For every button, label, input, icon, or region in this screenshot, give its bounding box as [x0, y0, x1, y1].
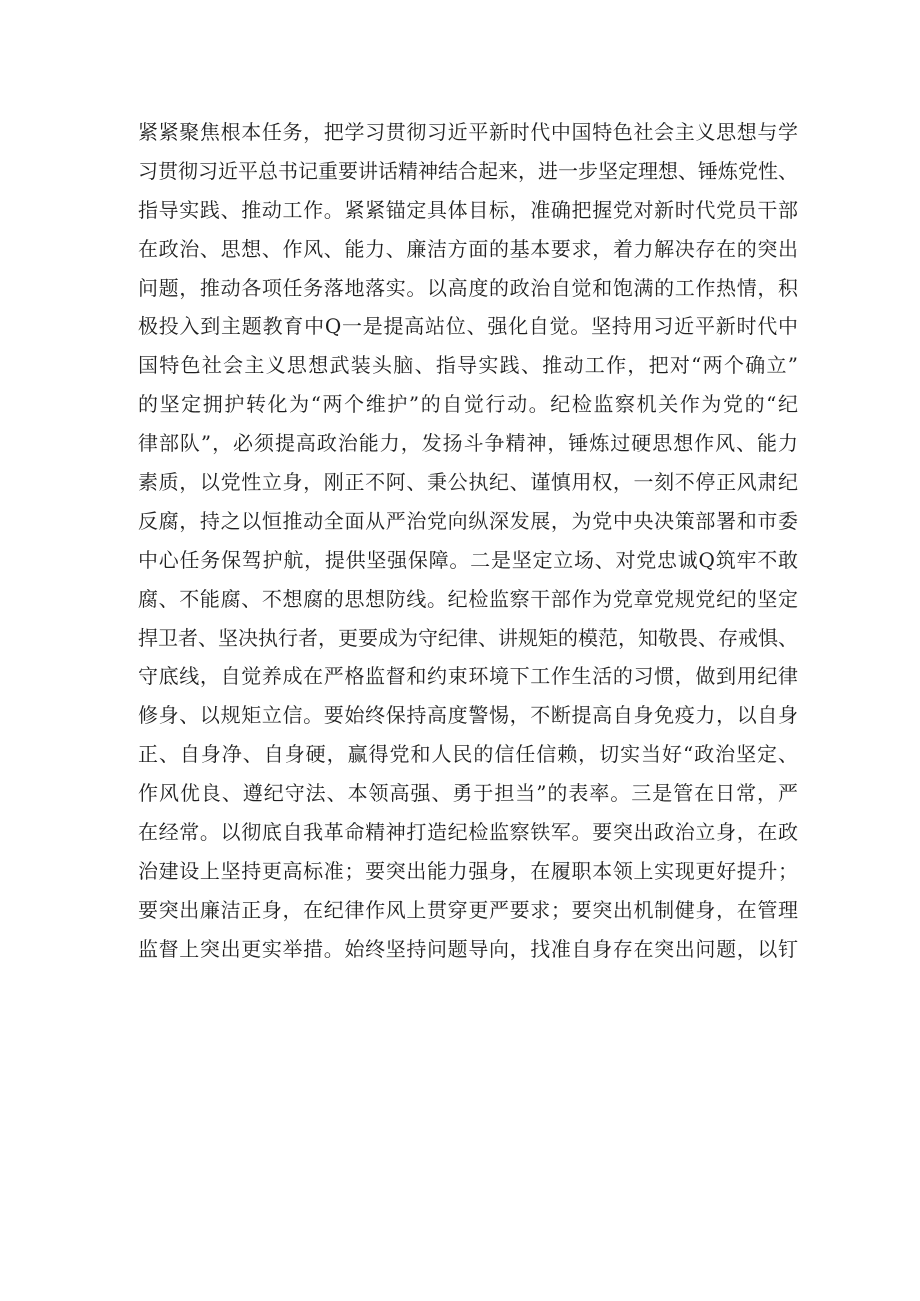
text-line: 习贯彻习近平总书记重要讲话精神结合起来，进一步坚定理想、锤炼党性、 — [138, 158, 798, 183]
text-line: 国特色社会主义思想武装头脑、指导实践、推动工作，把对“两个确立” — [138, 353, 798, 378]
text-line: 反腐，持之以恒推动全面从严治党向纵深发展，为党中央决策部署和市委 — [138, 508, 798, 533]
text-line: 紧紧聚焦根本任务，把学习贯彻习近平新时代中国特色社会主义思想与学 — [138, 120, 798, 144]
body-text — [138, 113, 798, 969]
text-line: 极投入到主题教育中Q一是提高站位、强化自觉。坚持用习近平新时代中 — [138, 314, 798, 339]
text-line: 腐、不能腐、不想腐的思想防线。纪检监察干部作为党章党规党纪的坚定 — [138, 586, 798, 611]
text-line: 的坚定拥护转化为“两个维护”的自觉行动。纪检监察机关作为党的“纪 — [138, 392, 798, 417]
text-line: 要突出廉洁正身，在纪律作风上贯穿更严要求；要突出机制健身，在管理 — [138, 897, 798, 922]
text-line: 中心任务保驾护航，提供坚强保障。二是坚定立场、对党忠诚Q筑牢不敢 — [138, 547, 798, 572]
text-line: 在经常。以彻底自我革命精神打造纪检监察铁军。要突出政治立身，在政 — [138, 820, 798, 845]
text-line: 监督上突出更实举措。始终坚持问题导向，找准自身存在突出问题，以钉 — [138, 936, 798, 961]
text-line: 捍卫者、坚决执行者，更要成为守纪律、讲规矩的模范，知敬畏、存戒惧、 — [138, 625, 798, 650]
text-line: 问题，推动各项任务落地落实。以高度的政治自觉和饱满的工作热情，积 — [138, 275, 798, 300]
text-line: 修身、以规矩立信。要始终保持高度警惕，不断提高自身免疫力，以自身 — [138, 703, 798, 728]
text-line: 素质，以党性立身，刚正不阿、秉公执纪、谨慎用权，一刻不停正风肃纪 — [138, 470, 798, 495]
text-line: 治建设上坚持更高标准；要突出能力强身，在履职本领上实现更好提升； — [138, 858, 798, 883]
text-line: 在政治、思想、作风、能力、廉洁方面的基本要求，着力解决存在的突出 — [138, 236, 798, 261]
text-line: 律部队”，必须提高政治能力，发扬斗争精神，锤炼过硬思想作风、能力 — [138, 431, 798, 456]
text-line: 指导实践、推动工作。紧紧锚定具体目标，准确把握党对新时代党员干部 — [138, 197, 798, 222]
text-line: 正、自身净、自身硬，赢得党和人民的信任信赖，切实当好“政治坚定、 — [138, 742, 798, 767]
text-line: 守底线，自觉养成在严格监督和约束环境下工作生活的习惯，做到用纪律 — [138, 664, 798, 689]
text-line: 作风优良、遵纪守法、本领高强、勇于担当”的表率。三是管在日常，严 — [138, 781, 798, 806]
